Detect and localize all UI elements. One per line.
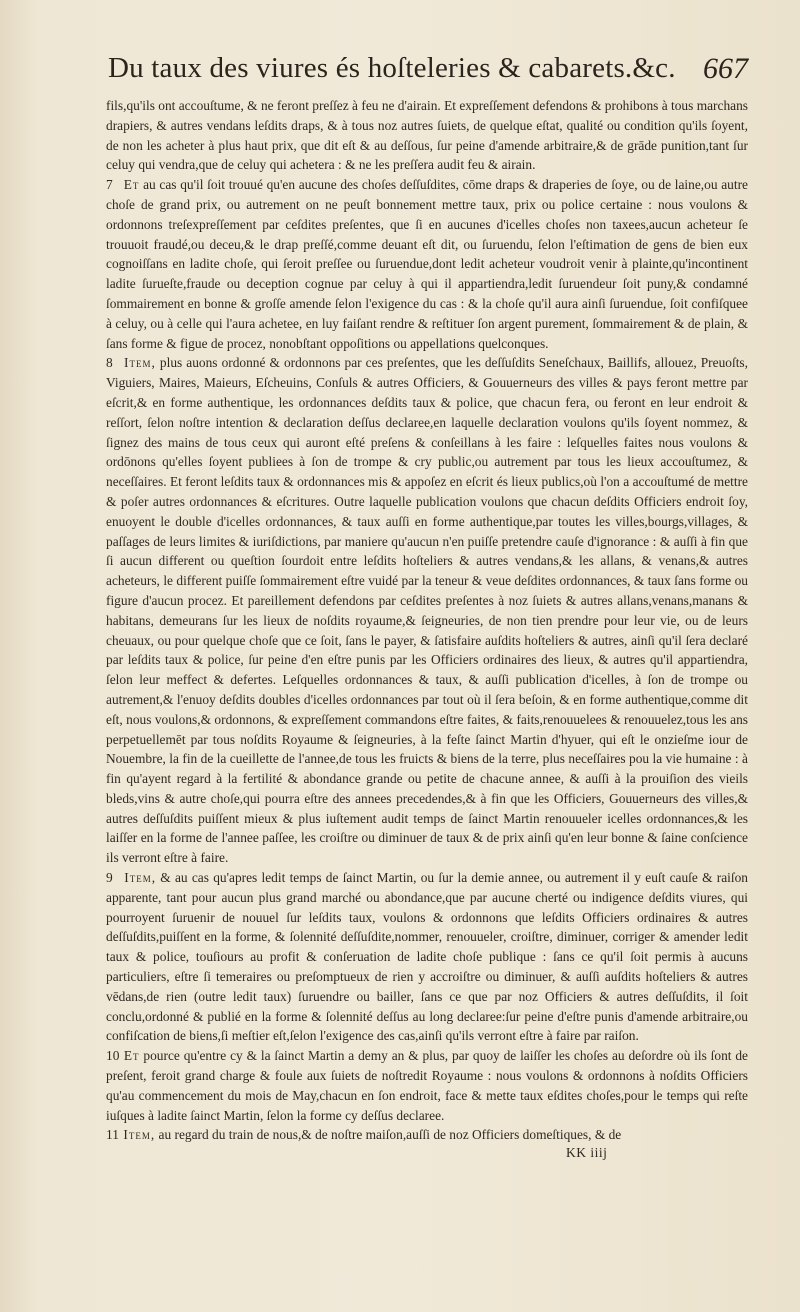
section-text: plus auons ordonné & ordonnons par ces preſentes, que les deſſuſdits Seneſchaux, Baillifs, allouez, Preuoſts, Viguiers, Maires, Maieurs, Eſcheuins, Conſuls & autres Officiers, & Gouuerneurs des villes & pays feront mettre par eſcrit,& en forme authentique, les ordonnances deſdits taux & police, que chacun fera, ou feront en leur endroit & reſſort, ſelon noſtre intention & declaration deſſus declaree,en laquelle declaration voulons qu'ils ſoyent nommez, & ſignez des mains de tous ceux qui auront eſté preſens & conſeillans à les faire : leſquelles faites nous voulons & ordōnons qu'elles ſoyent publiees à ſon de trompe & cry public,ou autrement par tous les lieux accouſtumez, & neceſſaires. Et feront leſdits taux & ordonnances mis & appoſez en eſcrit és lieux publics,où l'on a accouſtumé de mettre & poſer autres ordonnances & eſcritures. Outre laquelle publication voulons que chacun deſdits Officiers endroit ſoy, enuoyent le double d'icelles ordonnances, & taux auſſi en forme authentique,par toutes les villes,bourgs,villages, & paſſages de leurs limites & iuriſdictions, par maniere qu'aucun n'en puiſſe pretendre cauſe d'ignorance : & auſſi à fin que ſi aucun different ou queſtion ſourdoit entre leſdits hoſteliers & autres vendans,& les allans, & venans,& autres acheteurs, le different puiſſe ſommairement eſtre vuidé par la teneur & veue deſdites ordonnances, & taux ſans forme ou figure d'aucun procez. Et pareillement defendons par ceſdites preſentes à noz ſuiets & autres allans,venans,manans & habitans, demeurans ſur les lieux de noſdits royaume,& ſeigneuries, de non tien prendre pour leur vie, ou de leurs cheuaux, ou pour quelque choſe que ce ſoit, ſans le payer, & ſatisfaire auſdits hoſteliers & autres, ainſi qu'il ſera declaré par leſdits taux & police, ſur peine d'en eſtre punis par les Officiers ordinaires des lieux, & autres qu'il appartiendra, ſelon leur meffect & defertes. Leſquelles ordonnances & taux, & auſſi publication d'icelles, à ſon de trompe ou autrement,& l'enuoy deſdits doubles d'icelles ordonnances par tout où il ſera beſoin, & en forme authentique,comme dit eſt, nous voulons,& ordonnons, & expreſſement commandons eſtre faites, & faits,renouuelees & renouuelez,tous les ans perpetuellemēt par tous noſdits Royaume & ſeigneuries, à la feſte ſainct Martin d'hyuer, qui eſt le onzieſme iour de Nouembre, la fin de la cueillette de l'annee,de tous les fruicts & biens de la terre, plus neceſſaires pou la vie humaine : à fin qu'ayent regard à la fertilité & abondance grande ou petite de chacune annee, & auſſi à la prouiſion des vieils bleds,vins & autre choſe,qui pourra eſtre des annees precedendes,& à fin que les Officiers, Gouuerneurs des villes,& autres deſſuſdits puiſſent mieux & plus iuſtement audit temps de ſainct Martin renouueler icelles ordonnances,& les laiſſer en la forme de l'annee paſſee, les croiſtre ou diminuer de taux & de prix ainſi qu'en leur bonne & ſaine conſcience ils verront eſtre à faire. (106, 355, 748, 866)
section-lead-word: Et (123, 1048, 140, 1064)
page-title: Du taux des viures és hoſteleries & cabarets.&c. (108, 52, 676, 84)
section-8 (106, 353, 748, 868)
section-number: 7 (106, 177, 113, 193)
signature-mark: KK iiij (566, 1145, 608, 1160)
section-10 (106, 1046, 748, 1125)
section-number: 10 (106, 1048, 120, 1064)
section-7 (106, 175, 748, 353)
section-lead-word: Et (123, 177, 140, 193)
section-lead-word: Item, (124, 355, 156, 371)
section-number: 11 (106, 1127, 119, 1143)
body-text (106, 96, 748, 1145)
section-number: 9 (106, 870, 113, 886)
folio-number: 667 (703, 52, 748, 85)
section-text: au regard du train de nous,& de noſtre maiſon,auſſi de noz Officiers domeſtiques, & de (155, 1127, 622, 1143)
paragraph-continuation: fils,qu'ils ont accouſtume, & ne feront preſſez à feu ne d'airain. Et expreſſement defendons & prohibons à tous marchans drapiers, & autres vendans leſdits draps, & à tous noz autres ſuiets, de quelque eſtat, qualité ou condition qu'ils ſoyent, de non les acheter à plus haut prix, que dit eſt & au deſſous, ſur peine d'amende arbitraire,& de grāde punition,tant ſur celuy qui vendra,que de celuy qui achetera : & ne les preſſera audit feu & airain. (106, 98, 748, 173)
section-9 (106, 868, 748, 1046)
section-text: au cas qu'il ſoit trouué qu'en aucune des choſes deſſuſdites, cōme draps & draperies de ſoye, ou de laine,ou autre choſe de grand prix, ou autrement on ne peuſt bonnement mettre taux, prix ou police certaine : nous voulons & ordonnons treſexpreſſement par ceſdites preſentes, que ſi en aucunes d'icelles choſes non taxees,aucun acheteur ſe trouuoit fraudé,ou deceu,& le drap preſſé,comme deuant eſt dit, ou ſuruendu, ſelon l'eſtimation de gens de bien eux cognoiſſans en ladite choſe, qui ſeroit preſſee ou ſuruendue,dont ledit acheteur voudroit venir à plainte,qu'incontinent ladite ſurueſte,fraude ou deception cognue par celuy à qui il appartiendra,ledit ſuruendeur ſoit puny,& condamné ſommairement en bonne & groſſe amende ſelon l'exigence du cas : & la choſe qu'il aura ainſi ſuruendue, ſoit confiſquee à celuy, ou à celle qui l'aura achetee, en luy faiſant rendre & reſtituer ſon argent purement, ſommairement & de plain, & ſans forme & figue de procez, nonobſtant oppoſitions ou appellations quelconques. (106, 177, 748, 351)
section-text: & au cas qu'apres ledit temps de ſainct Martin, ou ſur la demie annee, ou autrement il y euſt cauſe & raiſon apparente, tant pour aucun plus grand marché ou abondance,que par aucune cherté ou indigence deſdits viures, qui pourroyent ſuruenir de nouuel ſur leſdits taux, voulons & ordonnons que leſdits Officiers ordinaires & autres deſſuſdits,puiſſent en la forme, & ſolennité deſſuſdite,nommer, renouueler, croiſtre, diminuer, corriger & amender ledit taux & police, touſiours au profit & conſeruation de ladite choſe publique : ſans ce qu'il ſoit permis à aucuns particuliers, eſtre ſi temeraires ou preſomptueux de rien y accroiſtre ou diminuer, & auſſi auſdits hoſteliers & autres vēdans,de rien (outre ledit taux) ſuruendre ou bailler, ſans ce que par noz Officiers & autres deſſuſdits, il ſoit conclu,ordonné & publié en la forme & ſolennité deſſus au long declaree:ſur peine d'eſtre punis d'amende arbitraire,ou confiſcation de biens,ſi meſtier eſt,ſelon l'exigence des cas,ainſi qu'ils verront eſtre à faire par raiſon. (106, 870, 748, 1044)
section-11 (106, 1125, 748, 1145)
running-header (108, 52, 748, 96)
section-text: pource qu'entre cy & la ſainct Martin a demy an & plus, par quoy de laiſſer les choſes au deſordre où ils ſont de preſent, feroit grand charge & foule aux ſuiets de noſtredit Royaume : nous voulons & ordonnons à noſdits Officiers qu'au commencement du mois de May,chacun en ſon endroit, face & mette taux eſdites choſes,pour le temps qui reſte iuſques à ladite ſainct Martin, ſelon la forme cy deſſus declaree. (106, 1048, 748, 1123)
section-lead-word: Item, (123, 1127, 156, 1143)
section-number: 8 (106, 355, 113, 371)
section-lead-word: Item, (124, 870, 157, 886)
